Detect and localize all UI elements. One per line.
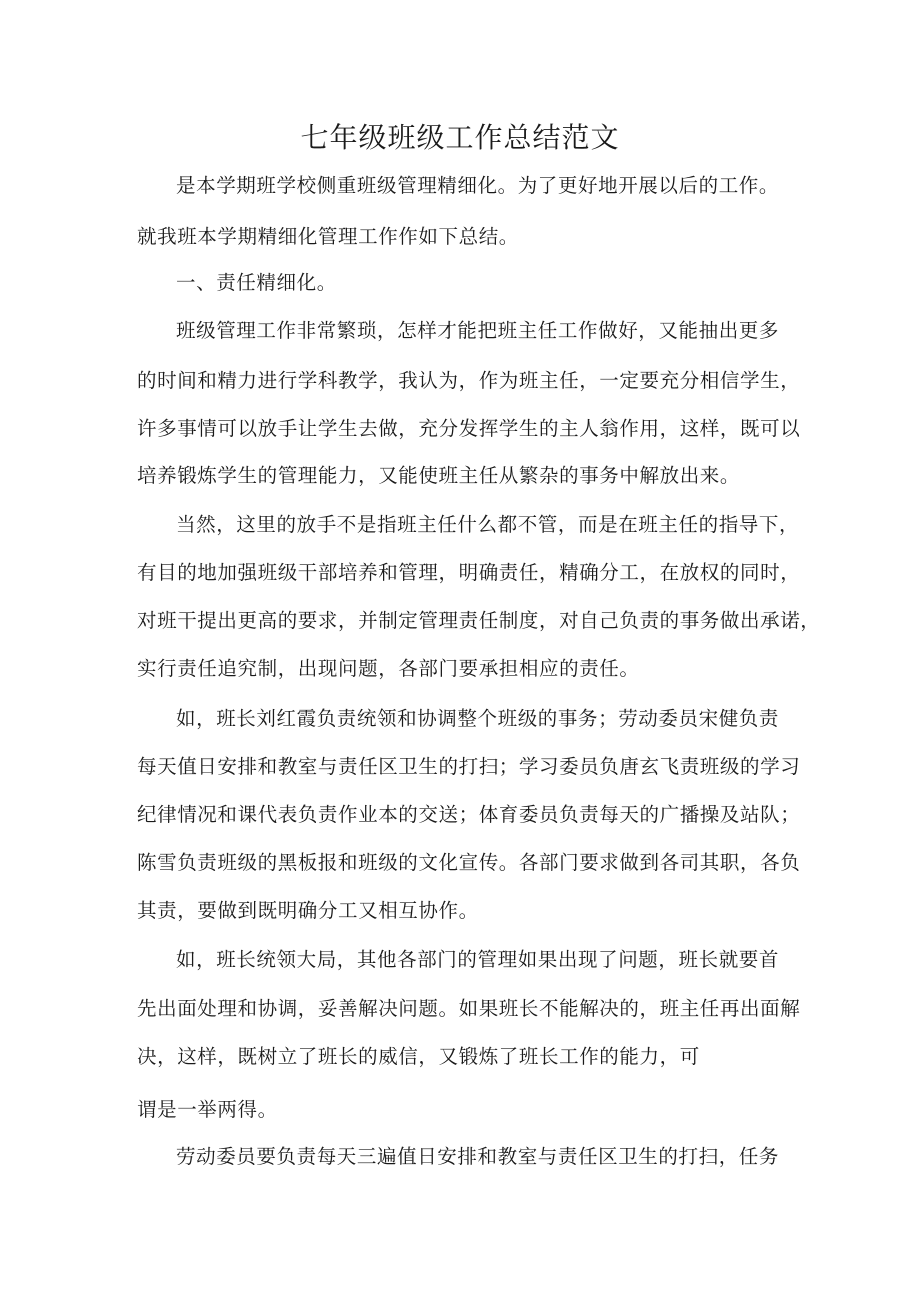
text-line: 是本学期班学校侧重班级管理精细化。为了更好地开展以后的工作。 xyxy=(176,174,780,197)
text-line: 培养锻炼学生的管理能力，又能使班主任从繁杂的事务中解放出来。 xyxy=(137,464,741,487)
text-line: 就我班本学期精细化管理工作作如下总结。 xyxy=(137,225,519,248)
text-line: 劳动委员要负责每天三遍值日安排和教室与责任区卫生的打扫，任务 xyxy=(176,1145,780,1168)
text-line: 先出面处理和协调，妥善解决问题。如果班长不能解决的，班主任再出面解 xyxy=(137,997,801,1020)
text-line: 决，这样，既树立了班长的威信，又锻炼了班长工作的能力，可 xyxy=(137,1045,700,1068)
text-line: 如，班长刘红霞负责统领和协调整个班级的事务；劳动委员宋健负责 xyxy=(176,707,780,730)
text-line: 班级管理工作非常繁琐，怎样才能把班主任工作做好，又能抽出更多 xyxy=(176,319,780,342)
text-line: 每天值日安排和教室与责任区卫生的打扫；学习委员负唐玄飞责班级的学习 xyxy=(137,755,801,778)
text-line: 谓是一举两得。 xyxy=(137,1098,278,1121)
text-line: 有目的地加强班级干部培养和管理，明确责任，精确分工，在放权的同时， xyxy=(137,561,801,584)
text-line: 的时间和精力进行学科教学，我认为，作为班主任，一定要充分相信学生， xyxy=(137,369,801,392)
text-line: 对班干提出更高的要求，并制定管理责任制度，对自己负责的事务做出承诺， xyxy=(137,609,821,632)
text-line: 陈雪负责班级的黑板报和班级的文化宣传。各部门要求做到各司其职，各负 xyxy=(137,851,801,874)
text-line: 如，班长统领大局，其他各部门的管理如果出现了问题，班长就要首 xyxy=(176,948,780,971)
section-heading: 一、责任精细化。 xyxy=(176,271,337,294)
text-line: 许多事情可以放手让学生去做，充分发挥学生的主人翁作用，这样，既可以 xyxy=(137,417,801,440)
document-title: 七年级班级工作总结范文 xyxy=(300,121,620,154)
text-line: 当然，这里的放手不是指班主任什么都不管，而是在班主任的指导下， xyxy=(176,513,800,536)
text-line: 实行责任追究制，出现问题，各部门要承担相应的责任。 xyxy=(137,657,640,680)
text-line: 其责，要做到既明确分工又相互协作。 xyxy=(137,899,479,922)
text-line: 纪律情况和课代表负责作业本的交送；体育委员负责每天的广播操及站队； xyxy=(137,803,801,826)
